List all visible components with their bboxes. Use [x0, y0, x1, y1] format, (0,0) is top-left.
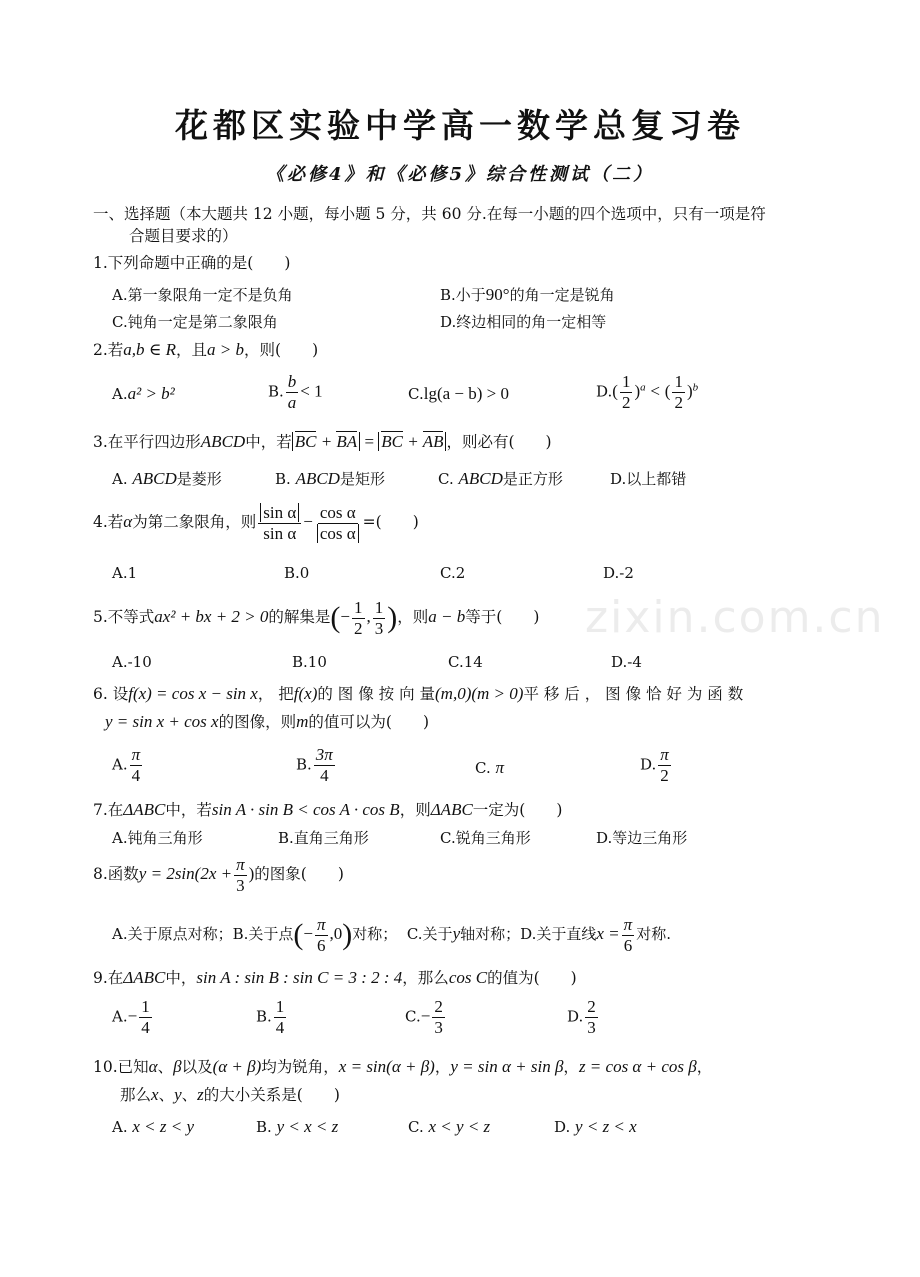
q3-option-d: D.以上都错	[610, 470, 687, 488]
q1-option-a: A.第一象限角一定不是负角	[112, 286, 293, 304]
question-8: 8.函数y = 2sin(2x + $\frac{\pi}{3}$ )的图象( )	[93, 854, 344, 895]
q5-option-a: A.-10	[112, 653, 152, 671]
q2-option-a: A.a² > b²	[112, 384, 175, 403]
section-heading: 一、选择题（本大题共 12 小题，每小题 5 分，共 60 分.在每一小题的四个选项中，只有一项是符	[93, 205, 766, 223]
q4-option-c: C.2	[440, 564, 466, 582]
q7-option-b: B.直角三角形	[278, 829, 369, 847]
q10-option-a: A. x < z < y	[112, 1117, 195, 1136]
q7-option-a: A.钝角三角形	[112, 829, 203, 847]
q4-option-d: D.-2	[603, 564, 634, 582]
q8-option-d: D.关于直线x = $\frac{\pi}{6}$ 对称.	[520, 914, 671, 955]
q10-option-d: D. y < z < x	[554, 1117, 637, 1136]
q5-option-d: D.-4	[611, 653, 642, 671]
question-2: 2.若a,b ∈ R，且a > b，则( )	[93, 340, 319, 359]
question-4: 4.若α为第二象限角，则 $\frac{\text{sin α}}{\text{sin α}}$ − $\frac{\text{cos α}}{\text{cos α}}$ =( )	[93, 502, 419, 543]
q5-option-b: B.10	[292, 653, 327, 671]
q2-option-b: B. $\frac{b}{a}$ < 1	[268, 372, 323, 412]
question-3: 3.在平行四边形ABCD中，若 BC + BA = BC + AB ，则必有( )	[93, 432, 552, 451]
q8-option-a: A.关于原点对称；	[112, 925, 233, 943]
q4-option-a: A.1	[112, 564, 138, 582]
q7-option-d: D.等边三角形	[596, 829, 688, 847]
q2-option-d: D.( $\frac{1}{2}$ )$^a$ < ( $\frac{1}{2}$ )$^b$	[596, 372, 699, 412]
q3-option-b: B. ABCD是矩形	[275, 469, 385, 488]
question-1: 1.下列命题中正确的是( )	[93, 254, 291, 272]
q10-option-c: C. x < y < z	[408, 1117, 491, 1136]
q5-option-c: C.14	[448, 653, 483, 671]
q3-option-c: C. ABCD是正方形	[438, 469, 563, 488]
q7-option-c: C.锐角三角形	[440, 829, 531, 847]
question-6-cont: y = sin x + cos x的图像，则m的值可以为( )	[105, 712, 429, 731]
question-10-cont: 那么x、y、z的大小关系是( )	[120, 1085, 340, 1104]
q8-options	[112, 912, 671, 957]
section-heading-cont: 合题目要求的）	[129, 227, 238, 245]
q6-option-a: A. $\frac{\pi}{4}$	[112, 745, 141, 785]
q8-option-b: B.关于点(− $\frac{\pi}{6}$ ,0)对称；	[232, 914, 398, 955]
q4-option-b: B.0	[284, 564, 310, 582]
question-10: 10.已知α、β以及(α + β)均为锐角，x = sin(α + β)，y = sin α + sin β，z = cos α + cos β，	[93, 1057, 713, 1076]
watermark: zixin.com.cn	[585, 592, 885, 643]
q1-option-b: B.小于90°的角一定是锐角	[440, 285, 615, 304]
q9-option-d: D. $\frac{2}{3}$	[567, 997, 596, 1037]
q9-option-b: B. $\frac{1}{4}$	[256, 997, 285, 1037]
q1-option-d: D.终边相同的角一定相等	[440, 313, 607, 331]
q9-option-c: C.− $\frac{2}{3}$	[405, 997, 443, 1037]
question-7: 7.在ΔABC中，若sin A · sin B < cos A · cos B，则ΔABC一定为( )	[93, 800, 563, 819]
question-9: 9.在ΔABC中，sin A : sin B : sin C = 3 : 2 : 4，那么cos C的值为( )	[93, 968, 577, 987]
q2-option-c: C.lg(a − b) > 0	[408, 384, 509, 403]
page-subtitle: 《必修4》和《必修5》综合性测试（二）	[265, 164, 655, 185]
q6-option-d: D. $\frac{\pi}{2}$	[640, 745, 669, 785]
page-title: 花都区实验中学高一数学总复习卷	[175, 106, 745, 145]
q10-option-b: B. y < x < z	[256, 1117, 339, 1136]
q6-option-c: C. π	[475, 758, 505, 777]
question-6: 6. 设f(x) = cos x − sin x， 把f(x)的 图 像 按 向 量(m,0)(m > 0)平 移 后 ， 图 像 恰 好 为 函 数	[93, 684, 744, 703]
question-5: 5.不等式ax² + bx + 2 > 0的解集是(− $\frac{1}{2}$ , $\frac{1}{3}$ )，则a − b等于( )	[93, 597, 540, 638]
q1-option-c: C.钝角一定是第二象限角	[112, 313, 278, 331]
q3-option-a: A. ABCD是菱形	[112, 469, 222, 488]
q9-option-a: A.− $\frac{1}{4}$	[112, 997, 150, 1037]
q8-option-c: C.关于y轴对称；	[406, 924, 521, 943]
q6-option-b: B. $\frac{3\pi}{4}$	[296, 745, 333, 785]
